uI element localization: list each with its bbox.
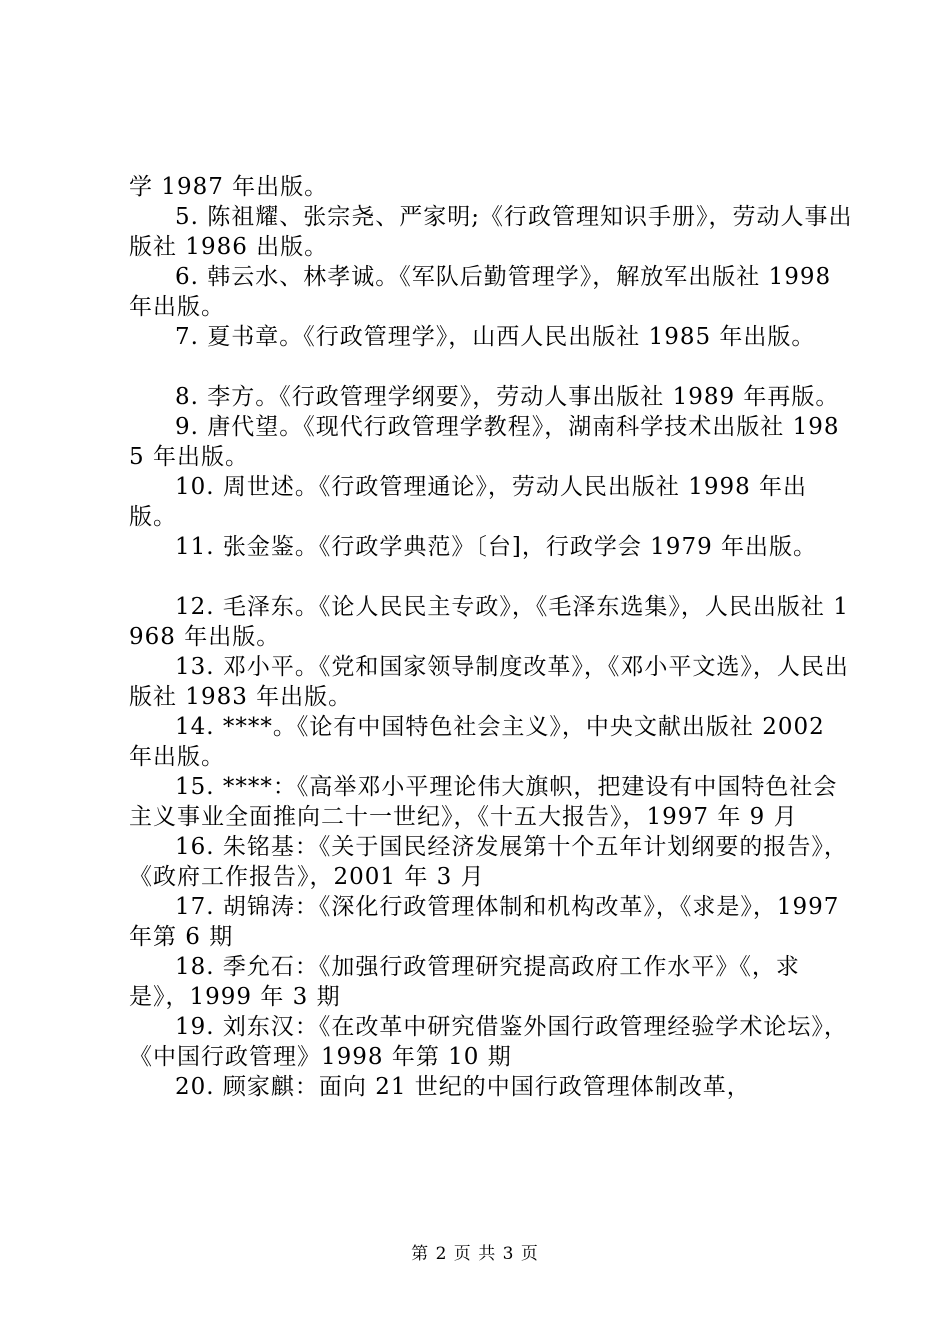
reference-item-9: 9. 唐代望。《现代行政管理学教程》，湖南科学技术出版社 1985 年出版。 [129,414,840,470]
reference-item-13: 13. 邓小平。《党和国家领导制度改革》，《邓小平文选》，人民出版社 1983 年出版。 [129,654,849,710]
reference-item-6: 6. 韩云水、林孝诚。《军队后勤管理学》，解放军出版社 1998 年出版。 [129,264,832,320]
page-footer: 第 2 页 共 3 页 [411,1244,539,1264]
reference-item-18: 18. 季允石：《加强行政管理研究提高政府工作水平》《，求是》，1999 年 3 期 [129,954,800,1010]
reference-item-16: 16. 朱铭基：《关于国民经济发展第十个五年计划纲要的报告》，《政府工作报告》，2001 年 3 月 [129,834,848,890]
reference-item-20: 20. 顾家麒：面向 21 世纪的中国行政管理体制改革， [175,1074,751,1100]
reference-item-14: 14. ****。《论有中国特色社会主义》，中央文献出版社 2002 年出版。 [129,714,825,770]
reference-item-15: 15. ****：《高举邓小平理论伟大旗帜，把建设有中国特色社会主义事业全面推向二十一世纪》，《十五大报告》，1997 年 9 月 [129,774,838,830]
reference-item-5: 5. 陈祖耀、张宗尧、严家明;《行政管理知识手册》，劳动人事出版社 1986 出版。 [129,204,853,260]
reference-item-7: 7. 夏书章。《行政管理学》，山西人民出版社 1985 年出版。 [175,324,816,350]
reference-item-8: 8. 李方。《行政管理学纲要》，劳动人事出版社 1989 年再版。 [175,384,840,410]
document-body [129,172,854,1102]
reference-item-11: 11. 张金鉴。《行政学典范》〔台]，行政学会 1979 年出版。 [175,534,818,560]
reference-item-12: 12. 毛泽东。《论人民民主专政》，《毛泽东选集》，人民出版社 1968 年出版。 [129,594,849,650]
reference-item-19: 19. 刘东汉：《在改革中研究借鉴外国行政管理经验学术论坛》，《中国行政管理》1998 年第 10 期 [129,1014,848,1070]
reference-item-10: 10. 周世述。《行政管理通论》，劳动人民出版社 1998 年出版。 [129,474,808,530]
paragraph-continuation: 学 1987 年出版。 [129,174,329,200]
reference-item-17: 17. 胡锦涛：《深化行政管理体制和机构改革》，《求是》，1997 年第 6 期 [129,894,840,950]
